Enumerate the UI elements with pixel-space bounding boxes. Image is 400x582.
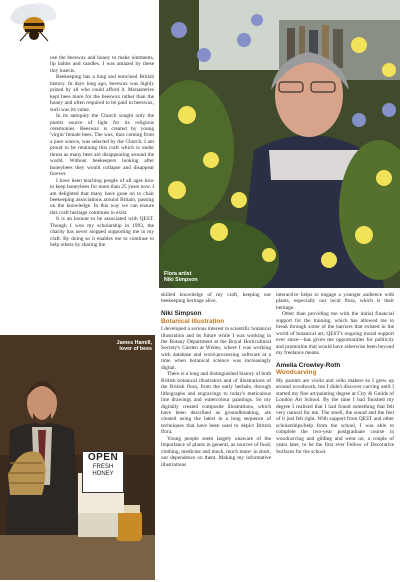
column-beekeeping — [50, 55, 154, 249]
paragraph: use the beeswax and honey to make ointments, lip balms and candles. I was amazed by these tiny insects. — [50, 55, 154, 74]
paragraph: I developed a serious interest in scientific botanical illustration and its future while I was working in the Botany Department at the Royal Horticultural Society's Garden at Wisley, where I was working with database and word-processing software at a time when botanical science was increasingly digital. — [161, 326, 271, 371]
paragraph: I have been teaching people of all ages how to keep honeybees for more than 25 years now. I am delighted that many have gone on to chair beekeeping associations around Britain, passing on the knowledge. In this way we can ensure this craft heritage continues to exist. — [50, 177, 154, 216]
caption-role: lover of bees — [119, 346, 152, 353]
column-botanical — [161, 292, 271, 468]
paragraph: Young people seem largely unaware of the importance of plants in general, as sources of food, clothing, medicine and much, much more: in short, our dependence on them. Making my informative illustrations — [161, 435, 271, 468]
paragraph: Beekeeping has a long and entwined British history. In days long ago, beeswax was highly prized by all who could afford it. Monasteries kept bees more for the beeswax rather than the honey and often required to be paid in beeswax, such was its value. — [50, 74, 154, 113]
caption-name: Niki Simpson — [164, 277, 198, 284]
paragraph: There is a long and distinguished history of both British botanical illustrators and of illustrations of the British flora, from the early herbals, through lithographs and engravings to today's meticulous line drawings and watercolour paintings. So my digitally created composite illustrations, which have been described as groundbreaking, are created using the latest in a long sequence of techniques that have been used to depict British flora. — [161, 371, 271, 436]
profile-name: Amelia Crowley-Roth — [276, 361, 341, 369]
flora-artist-photo — [159, 0, 400, 288]
bee-illustration — [4, 2, 64, 44]
paragraph: In its antiquity the Church sought only the purest source of light for its religious ceremonies. Beeswax is created by young 'virgin' female bees. The wax, thus coming from a pure source, was selected by the Church. I am proud to be retaining this craft which is under threat as many bees are disappearing around the world. Without beekeepers looking after honeybees they would collapse and disappear forever. — [50, 113, 154, 178]
paragraph: It is an honour to be associated with QEST. Though I won my scholarship in 1993, the charity has never stopped supporting me in my craft. By doing so it enables me to continue to help others by sharing the — [50, 216, 154, 249]
open-honey-sign — [82, 451, 124, 493]
beekeeper-photo-caption — [108, 340, 152, 353]
paragraph: My parents are violin and cello makers so I grew up around woodwork, but I didn't discover carving until I started my fine art/painting degree at City & Guilds of London Art School. By the time I had finished my degree I realised that I had found something that felt very natural for me. The smell, the sound and the feel of it just felt right. With support from QEST and other scholarships/help from the school, I was able to complete the two-year postgraduate course in woodcarving and gilding and went on, a couple of years later, to be the first ever Fellow of Decorative Surfaces for the school. — [276, 377, 394, 455]
flora-photo-caption — [164, 271, 198, 284]
sign-title: OPEN — [87, 452, 119, 463]
column-woodcarving — [276, 292, 394, 455]
profile-craft: Botanical illustration — [161, 317, 225, 325]
paragraph: Other than providing me with the initial financial support for the training, which has allowed me to break through some of the barriers that existed in the world of botanical art, QEST's ongoing moral support ever since—has given me opportunities for publicity and promotion that would have otherwise been beyond my freelance means. — [276, 311, 394, 357]
sign-line: HONEY — [92, 471, 114, 477]
sign-line: FRESH — [92, 464, 114, 470]
caption-role: Flora artist — [164, 271, 192, 277]
caption-name: James Hamill, — [116, 340, 152, 346]
profile-craft: Woodcarving — [276, 369, 317, 377]
profile-name: Niki Simpson — [161, 309, 202, 317]
beekeeper-photo — [0, 335, 155, 580]
paragraph: skilled knowledge of my craft, keeping our beekeeping heritage alive. — [161, 292, 271, 305]
paragraph: interactive helps to engage a younger audience with plants, especially our local flora, which is their heritage. — [276, 292, 394, 311]
